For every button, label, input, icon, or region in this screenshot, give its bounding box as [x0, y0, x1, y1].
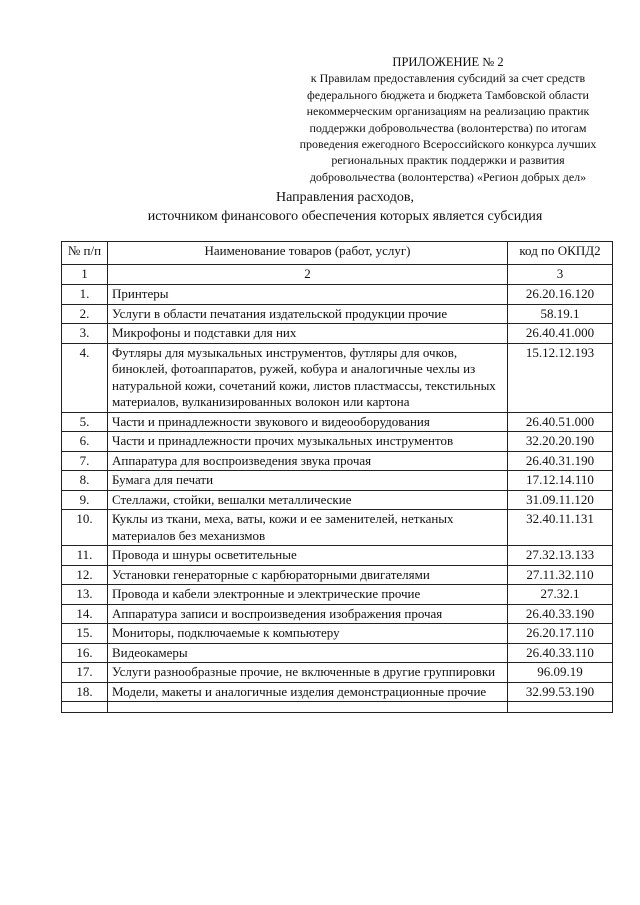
row-code: 27.32.1 [508, 585, 613, 605]
appendix-line: проведения ежегодного Всероссийского конкурса лучших [299, 137, 597, 152]
row-number: 15. [62, 624, 108, 644]
row-number: 3. [62, 324, 108, 344]
row-number: 4. [62, 343, 108, 412]
expenses-table [61, 241, 613, 713]
row-number: 16. [62, 643, 108, 663]
table-row [62, 490, 613, 510]
appendix-line: поддержки добровольчества (волонтерства) по итогам [309, 120, 587, 135]
row-code: 26.40.33.190 [508, 604, 613, 624]
row-name: Части и принадлежности звукового и видеооборудования [108, 412, 508, 432]
row-name: Установки генераторные с карбюраторными двигателями [108, 565, 508, 585]
row-number: 7. [62, 451, 108, 471]
table-row [62, 510, 613, 546]
row-name: Провода и шнуры осветительные [108, 546, 508, 566]
appendix-title: ПРИЛОЖЕНИЕ № 2 [392, 55, 504, 69]
row-number: 13. [62, 585, 108, 605]
row-code: 96.09.19 [508, 663, 613, 683]
table-row [62, 604, 613, 624]
header-code: код по ОКПД2 [508, 242, 613, 265]
row-number: 17. [62, 663, 108, 683]
row-name: Аппаратура записи и воспроизведения изображения прочая [108, 604, 508, 624]
index-cell: 2 [108, 265, 508, 285]
table-row [62, 343, 613, 412]
row-number: 12. [62, 565, 108, 585]
row-number: 5. [62, 412, 108, 432]
table-row [62, 285, 613, 305]
row-number: 11. [62, 546, 108, 566]
row-name: Микрофоны и подставки для них [108, 324, 508, 344]
heading-line-2: источником финансового обеспечения которых является субсидия [147, 209, 543, 224]
row-name: Стеллажи, стойки, вешалки металлические [108, 490, 508, 510]
row-name: Футляры для музыкальных инструментов, футляры для очков, биноклей, фотоаппаратов, ружей, кобура и аналогичные чехлы из натуральной кожи, сочетаний кожи, листов пластмассы, текстильных материалов, вулканизированных волокон или картона [108, 343, 508, 412]
appendix-header [268, 54, 628, 185]
row-number: 10. [62, 510, 108, 546]
row-name: Принтеры [108, 285, 508, 305]
row-code: 27.32.13.133 [508, 546, 613, 566]
appendix-line: региональных практик поддержки и развития [331, 153, 565, 168]
table-row [62, 451, 613, 471]
table-row [62, 565, 613, 585]
row-name: Услуги разнообразные прочие, не включенные в другие группировки [108, 663, 508, 683]
row-code: 32.40.11.131 [508, 510, 613, 546]
row-code: 26.40.33.110 [508, 643, 613, 663]
empty-cell [508, 702, 613, 713]
index-cell: 3 [508, 265, 613, 285]
row-code: 27.11.32.110 [508, 565, 613, 585]
row-code: 26.40.31.190 [508, 451, 613, 471]
table-row [62, 471, 613, 491]
header-number: № п/п [62, 242, 108, 265]
row-number: 14. [62, 604, 108, 624]
row-code: 31.09.11.120 [508, 490, 613, 510]
table-index-row [62, 265, 613, 285]
appendix-line: к Правилам предоставления субсидий за счет средств [310, 71, 586, 86]
appendix-line: федерального бюджета и бюджета Тамбовской области [307, 87, 589, 102]
row-name: Части и принадлежности прочих музыкальных инструментов [108, 432, 508, 452]
appendix-line: некоммерческим организациям на реализацию практик [306, 104, 590, 119]
row-name: Куклы из ткани, меха, ваты, кожи и ее заменителей, нетканых материалов без механизмов [108, 510, 508, 546]
table-header-row [62, 242, 613, 265]
row-name: Провода и кабели электронные и электрические прочие [108, 585, 508, 605]
row-number: 18. [62, 682, 108, 702]
empty-cell [108, 702, 508, 713]
row-name: Услуги в области печатания издательской продукции прочие [108, 304, 508, 324]
row-code: 26.20.16.120 [508, 285, 613, 305]
appendix-line: добровольчества (волонтерства) «Регион добрых дел» [309, 169, 587, 184]
row-name: Видеокамеры [108, 643, 508, 663]
table-row [62, 624, 613, 644]
row-code: 58.19.1 [508, 304, 613, 324]
table-row [62, 585, 613, 605]
table-row [62, 663, 613, 683]
table-row [62, 546, 613, 566]
table-row [62, 324, 613, 344]
table-row [62, 432, 613, 452]
row-number: 6. [62, 432, 108, 452]
row-name: Мониторы, подключаемые к компьютеру [108, 624, 508, 644]
empty-cell [62, 702, 108, 713]
table-body [62, 265, 613, 713]
row-number: 8. [62, 471, 108, 491]
row-code: 17.12.14.110 [508, 471, 613, 491]
table-empty-row [62, 702, 613, 713]
row-name: Бумага для печати [108, 471, 508, 491]
table-row [62, 304, 613, 324]
row-number: 1. [62, 285, 108, 305]
index-cell: 1 [62, 265, 108, 285]
row-code: 26.20.17.110 [508, 624, 613, 644]
row-code: 26.40.41.000 [508, 324, 613, 344]
row-code: 26.40.51.000 [508, 412, 613, 432]
row-code: 15.12.12.193 [508, 343, 613, 412]
heading-line-1: Направления расходов, [276, 190, 414, 205]
row-number: 2. [62, 304, 108, 324]
table-row [62, 412, 613, 432]
document-heading [60, 188, 630, 226]
row-name: Аппаратура для воспроизведения звука прочая [108, 451, 508, 471]
row-code: 32.99.53.190 [508, 682, 613, 702]
header-name: Наименование товаров (работ, услуг) [108, 242, 508, 265]
row-number: 9. [62, 490, 108, 510]
table-row [62, 682, 613, 702]
table-row [62, 643, 613, 663]
row-name: Модели, макеты и аналогичные изделия демонстрационные прочие [108, 682, 508, 702]
row-code: 32.20.20.190 [508, 432, 613, 452]
